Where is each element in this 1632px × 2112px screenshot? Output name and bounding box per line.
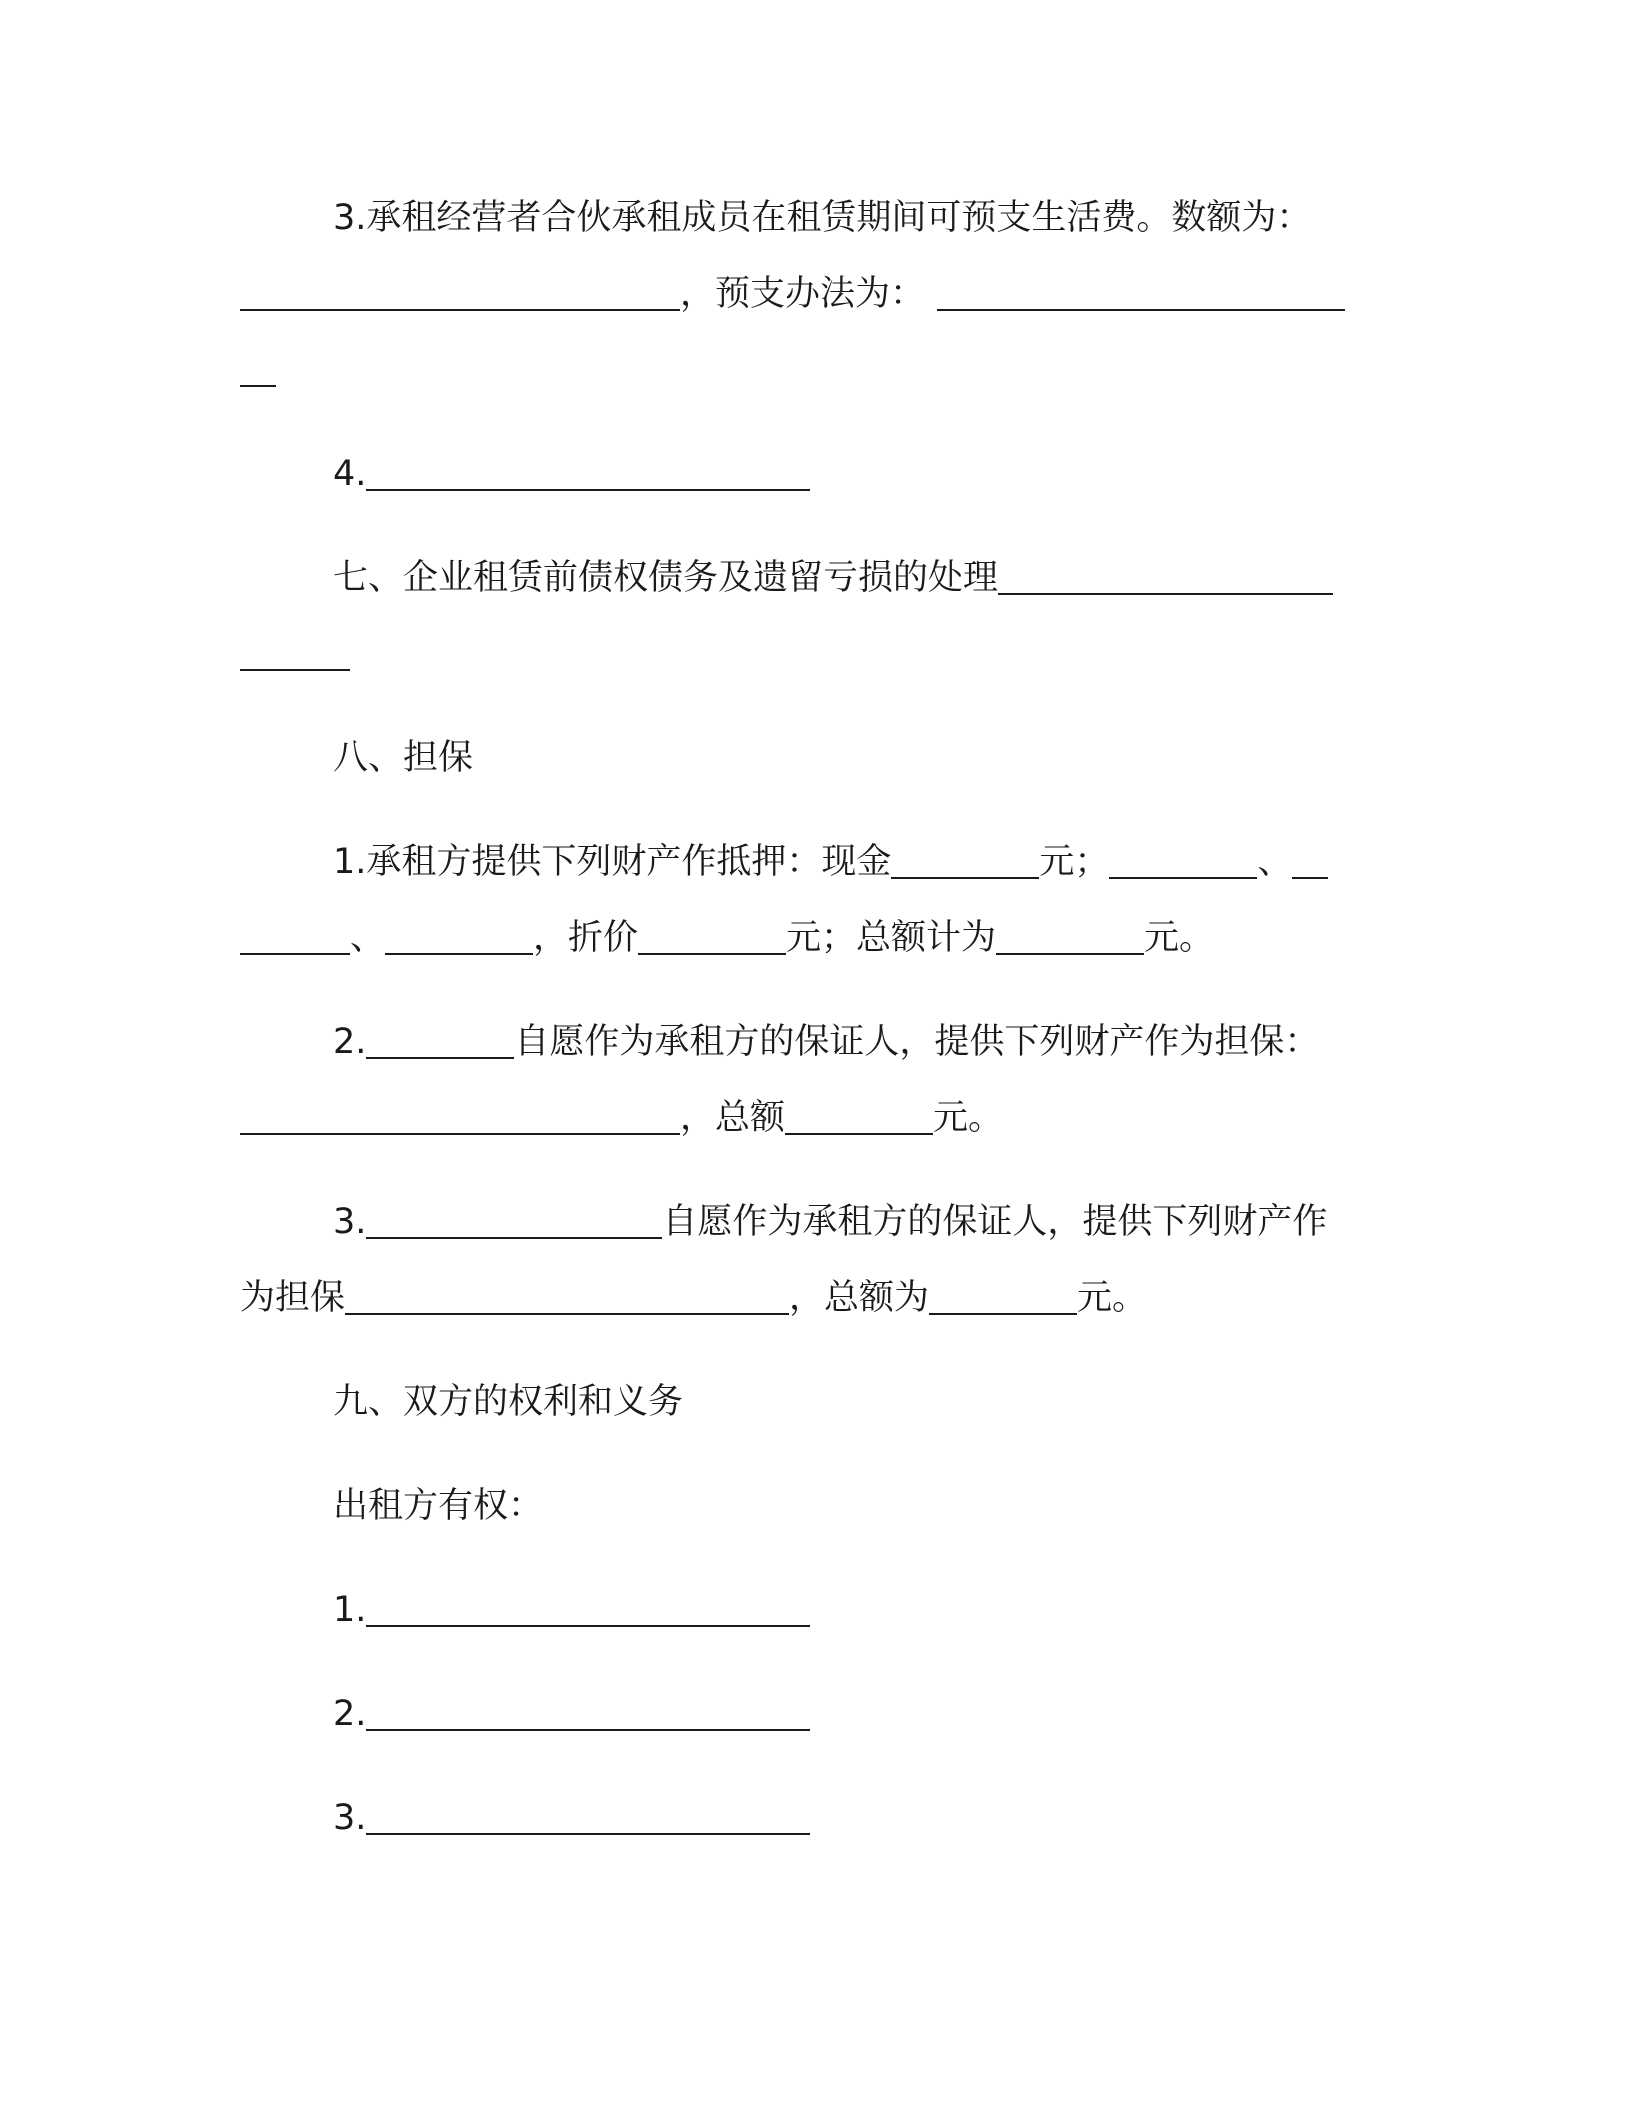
clause-text: 3.承租经营者合伙承租成员在租赁期间可预支生活费。数额为： [333, 198, 1312, 238]
clause-text: 元； [1039, 842, 1110, 882]
section-7-heading [333, 548, 1333, 608]
clause-6-3-line-3 [240, 340, 276, 400]
fill-blank-guarantee-property-2[interactable] [345, 1271, 789, 1315]
item-number: 3. [333, 1798, 367, 1838]
fill-blank-property-3[interactable] [385, 911, 533, 955]
lessor-right-2 [333, 1684, 810, 1744]
section-9-heading [333, 1372, 683, 1432]
fill-blank-property-1[interactable] [1109, 835, 1257, 879]
clause-text: 、 [1257, 842, 1293, 882]
clause-text: 自愿作为承租方的保证人，提供下列财产作 [662, 1202, 1328, 1242]
clause-8-2-line-1 [333, 1012, 1319, 1072]
fill-blank-guarantee-total-1[interactable] [785, 1091, 933, 1135]
clause-6-3-line-2 [240, 264, 1345, 324]
fill-blank-guarantee-property-1[interactable] [240, 1091, 680, 1135]
fill-blank-property-2-continued[interactable] [240, 911, 350, 955]
fill-blank-right-3[interactable] [366, 1791, 810, 1835]
fill-blank-amount[interactable] [240, 267, 680, 311]
subsection-title: 出租方有权： [333, 1486, 544, 1526]
section-title: 七、企业租赁前债权债务及遗留亏损的处理 [333, 558, 999, 598]
clause-text: ，总额 [680, 1098, 786, 1138]
clause-text: ，总额为 [789, 1278, 930, 1318]
fill-blank-right-2[interactable] [366, 1687, 810, 1731]
fill-blank-right-1[interactable] [366, 1583, 810, 1627]
item-number: 4. [333, 454, 367, 494]
clause-text: 元。 [933, 1098, 1004, 1138]
clause-text: 元。 [1144, 918, 1215, 958]
section-title: 九、双方的权利和义务 [333, 1382, 684, 1422]
clause-8-1-line-1 [333, 832, 1328, 892]
clause-8-2-line-2 [240, 1088, 1003, 1148]
clause-8-3-line-1 [333, 1192, 1327, 1252]
fill-blank-cash[interactable] [891, 835, 1039, 879]
section-title: 八、担保 [333, 738, 474, 778]
item-number: 3. [333, 1202, 367, 1242]
item-number: 2. [333, 1694, 367, 1734]
lessor-rights-heading [333, 1476, 543, 1536]
lessor-right-1 [333, 1580, 810, 1640]
section-8-heading [333, 728, 473, 788]
fill-blank-section-7-continued[interactable] [240, 627, 350, 671]
fill-blank-method[interactable] [937, 267, 1345, 311]
fill-blank-guarantor-1[interactable] [366, 1015, 514, 1059]
clause-6-4 [333, 444, 810, 504]
fill-blank-method-continued[interactable] [240, 343, 276, 387]
fill-blank-total-amount[interactable] [996, 911, 1144, 955]
fill-blank-item-4[interactable] [366, 447, 810, 491]
clause-6-3-line-1 [333, 188, 1311, 248]
clause-text: 为担保 [240, 1278, 346, 1318]
lessor-right-3 [333, 1788, 810, 1848]
section-7-line-2 [240, 624, 350, 684]
clause-8-1-line-2 [240, 908, 1214, 968]
item-number: 1. [333, 1590, 367, 1630]
fill-blank-guarantee-total-2[interactable] [929, 1271, 1077, 1315]
fill-blank-section-7[interactable] [998, 551, 1333, 595]
clause-text: ，预支办法为： [680, 274, 926, 314]
item-number: 2. [333, 1022, 367, 1062]
fill-blank-property-2[interactable] [1292, 835, 1328, 879]
clause-8-3-line-2 [240, 1268, 1147, 1328]
clause-text: 1.承租方提供下列财产作抵押：现金 [333, 842, 892, 882]
clause-text: 元。 [1077, 1278, 1148, 1318]
fill-blank-appraised-value[interactable] [638, 911, 786, 955]
clause-text: 、 [350, 918, 386, 958]
clause-text: ，折价 [533, 918, 639, 958]
fill-blank-guarantor-2[interactable] [366, 1195, 662, 1239]
clause-text: 自愿作为承租方的保证人，提供下列财产作为担保： [514, 1022, 1320, 1062]
clause-text: 元；总额计为 [786, 918, 997, 958]
